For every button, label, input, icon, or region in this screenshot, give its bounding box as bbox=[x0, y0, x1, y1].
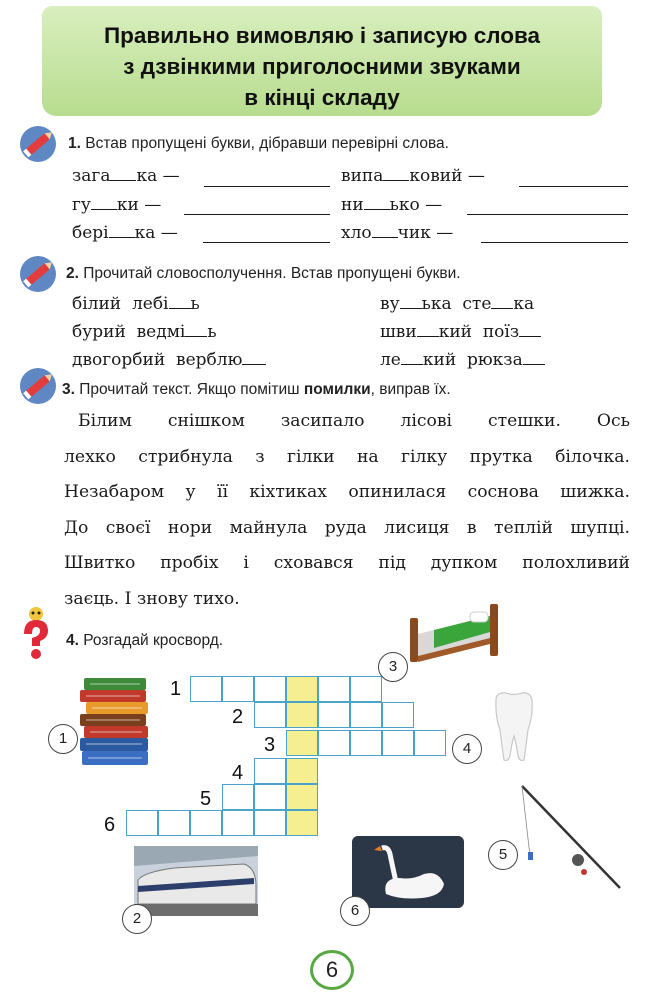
puzzle-question-icon bbox=[14, 604, 58, 660]
pencil-icon bbox=[18, 254, 58, 294]
word-part: ько — bbox=[389, 195, 443, 215]
word-part: кий bbox=[422, 350, 457, 370]
task2-right-2 bbox=[380, 322, 541, 342]
task1-number: 1. bbox=[68, 135, 81, 152]
word-part: ь bbox=[207, 322, 217, 342]
crossword-cell[interactable] bbox=[350, 730, 382, 756]
letter-gap[interactable] bbox=[185, 336, 207, 337]
crossword-cell[interactable] bbox=[254, 784, 286, 810]
text-line: лехко стрибнула з гілки на гілку прутка білочка. bbox=[64, 446, 630, 467]
task1-item-2 bbox=[341, 166, 485, 186]
word-part: лебі bbox=[131, 294, 169, 314]
books-image bbox=[76, 676, 156, 768]
crossword-cell[interactable] bbox=[286, 730, 318, 756]
task2-right-3 bbox=[380, 350, 545, 370]
crossword-cell[interactable] bbox=[222, 676, 254, 702]
word-part: кий bbox=[438, 322, 473, 342]
crossword-cell[interactable] bbox=[350, 676, 382, 702]
row-number: 4 bbox=[232, 762, 244, 784]
task4-number: 4. bbox=[66, 632, 79, 649]
picture-number-6: 6 bbox=[340, 896, 370, 926]
crossword-cell[interactable] bbox=[158, 810, 190, 836]
task1-heading bbox=[68, 135, 449, 153]
word-part: сте bbox=[462, 294, 492, 314]
crossword-cell[interactable] bbox=[286, 676, 318, 702]
word-part: випа bbox=[341, 166, 384, 186]
letter-gap[interactable] bbox=[491, 308, 513, 309]
title-banner bbox=[42, 6, 602, 116]
word-part: ведмі bbox=[136, 322, 186, 342]
word-part: чик — bbox=[397, 223, 454, 243]
crossword-cell[interactable] bbox=[318, 730, 350, 756]
crossword-cell[interactable] bbox=[126, 810, 158, 836]
row-number: 5 bbox=[200, 788, 212, 810]
text-line: Швитко пробіх і сховався під дупком полохливий bbox=[64, 553, 630, 574]
row-number: 1 bbox=[170, 678, 182, 700]
picture-number-5: 5 bbox=[488, 840, 518, 870]
crossword-cell[interactable] bbox=[318, 702, 350, 728]
task1-item-4 bbox=[341, 195, 442, 215]
task2-number: 2. bbox=[66, 265, 79, 282]
word-part: ь bbox=[190, 294, 200, 314]
letter-gap[interactable] bbox=[372, 237, 398, 238]
text-line: заєць. І знову тихо. bbox=[64, 588, 240, 609]
word-part: шви bbox=[380, 322, 417, 342]
crossword-cell[interactable] bbox=[382, 730, 414, 756]
crossword-cell[interactable] bbox=[190, 810, 222, 836]
page-number: 6 bbox=[310, 950, 354, 990]
task2-instruction: Прочитай словосполучення. Встав пропущені букви. bbox=[83, 265, 461, 282]
letter-gap[interactable] bbox=[400, 308, 422, 309]
word: бурий bbox=[72, 322, 126, 342]
task1-item-1 bbox=[72, 166, 180, 186]
text-line: До своєї нори майнула руда лисиця в теплій шупці. bbox=[64, 517, 630, 538]
word-part: рюкза bbox=[466, 350, 523, 370]
word-part: ковий — bbox=[409, 166, 485, 186]
word-part: ву bbox=[380, 294, 400, 314]
letter-gap[interactable] bbox=[383, 180, 409, 181]
text-line: Незабаром у її кіхтиках опинилася соснова шижка. bbox=[64, 482, 630, 503]
word: білий bbox=[72, 294, 122, 314]
title-line-3: в кінці складу bbox=[244, 85, 400, 110]
word-part: ька bbox=[421, 294, 452, 314]
page-title bbox=[42, 20, 602, 113]
task1-item-5 bbox=[72, 223, 178, 243]
letter-gap[interactable] bbox=[169, 308, 191, 309]
word-part: ка — bbox=[134, 223, 178, 243]
fishing-rod-image bbox=[516, 780, 626, 892]
picture-number-2: 2 bbox=[122, 904, 152, 934]
picture-number-4: 4 bbox=[452, 734, 482, 764]
answer-line[interactable] bbox=[481, 242, 628, 243]
train-image bbox=[134, 846, 258, 916]
title-line-2: з дзвінкими приголосними звуками bbox=[123, 54, 521, 79]
word-part: ка — bbox=[136, 166, 180, 186]
text-line: Білим снішком засипало лісові стешки. Ось bbox=[78, 411, 630, 431]
letter-gap[interactable] bbox=[519, 336, 541, 337]
answer-line[interactable] bbox=[203, 242, 330, 243]
letter-gap[interactable] bbox=[110, 180, 136, 181]
task2-left-3 bbox=[72, 350, 266, 370]
letter-gap[interactable] bbox=[364, 209, 390, 210]
bed-image bbox=[408, 598, 500, 666]
crossword-cell[interactable] bbox=[414, 730, 446, 756]
picture-number-3: 3 bbox=[378, 652, 408, 682]
letter-gap[interactable] bbox=[417, 336, 439, 337]
crossword-cell[interactable] bbox=[254, 758, 286, 784]
crossword-cell[interactable] bbox=[286, 810, 318, 836]
row-number: 2 bbox=[232, 706, 244, 728]
task3-instruction-end: , виправ їх. bbox=[370, 381, 451, 398]
letter-gap[interactable] bbox=[242, 364, 266, 365]
crossword-cell[interactable] bbox=[286, 702, 318, 728]
task3-heading bbox=[62, 381, 451, 399]
title-line-1: Правильно вимовляю і записую слова bbox=[103, 23, 541, 48]
task2-left-1 bbox=[72, 294, 200, 314]
word-part: ни bbox=[341, 195, 364, 215]
task1-item-6 bbox=[341, 223, 453, 243]
answer-line[interactable] bbox=[467, 214, 628, 215]
word-part: ки — bbox=[116, 195, 162, 215]
letter-gap[interactable] bbox=[401, 364, 423, 365]
task1-instruction: Встав пропущені букви, дібравши перевірні слова. bbox=[85, 135, 449, 152]
crossword-cell[interactable] bbox=[254, 702, 286, 728]
answer-line[interactable] bbox=[204, 186, 330, 187]
answer-line[interactable] bbox=[519, 186, 628, 187]
pencil-icon bbox=[18, 366, 58, 406]
word: двогорбий bbox=[72, 350, 166, 370]
letter-gap[interactable] bbox=[91, 209, 117, 210]
crossword-cell[interactable] bbox=[350, 702, 382, 728]
word-part: ка bbox=[513, 294, 535, 314]
tooth-image bbox=[490, 690, 538, 764]
task3-instruction: Прочитай текст. Якщо помітиш bbox=[79, 381, 300, 398]
word-part: зага bbox=[72, 166, 111, 186]
crossword-cell[interactable] bbox=[254, 676, 286, 702]
crossword-cell[interactable] bbox=[254, 810, 286, 836]
word-part: хло bbox=[341, 223, 372, 243]
task4-heading bbox=[66, 632, 223, 650]
word-part: ле bbox=[380, 350, 401, 370]
crossword-cell[interactable] bbox=[382, 702, 414, 728]
word-part: поїз bbox=[482, 322, 520, 342]
swan-image bbox=[352, 836, 464, 908]
picture-number-1: 1 bbox=[48, 724, 78, 754]
task3-number: 3. bbox=[62, 381, 75, 398]
answer-line[interactable] bbox=[184, 214, 330, 215]
word-part: бері bbox=[72, 223, 109, 243]
crossword-cell[interactable] bbox=[286, 758, 318, 784]
task2-right-1 bbox=[380, 294, 534, 314]
row-number: 6 bbox=[104, 814, 116, 836]
task2-left-2 bbox=[72, 322, 217, 342]
crossword-cell[interactable] bbox=[222, 810, 254, 836]
letter-gap[interactable] bbox=[109, 237, 135, 238]
letter-gap[interactable] bbox=[523, 364, 545, 365]
task1-item-3 bbox=[72, 195, 161, 215]
task3-instruction-bold: помилки bbox=[303, 381, 371, 398]
crossword-cell[interactable] bbox=[222, 784, 254, 810]
word-part: гу bbox=[72, 195, 91, 215]
task4-instruction: Розгадай кросворд. bbox=[83, 632, 224, 649]
crossword-cell[interactable] bbox=[318, 676, 350, 702]
row-number: 3 bbox=[264, 734, 276, 756]
word-part: верблю bbox=[176, 350, 243, 370]
crossword-cell[interactable] bbox=[190, 676, 222, 702]
crossword-cell[interactable] bbox=[286, 784, 318, 810]
task2-heading bbox=[66, 265, 461, 283]
task3-text bbox=[64, 404, 630, 618]
pencil-icon bbox=[18, 124, 58, 164]
